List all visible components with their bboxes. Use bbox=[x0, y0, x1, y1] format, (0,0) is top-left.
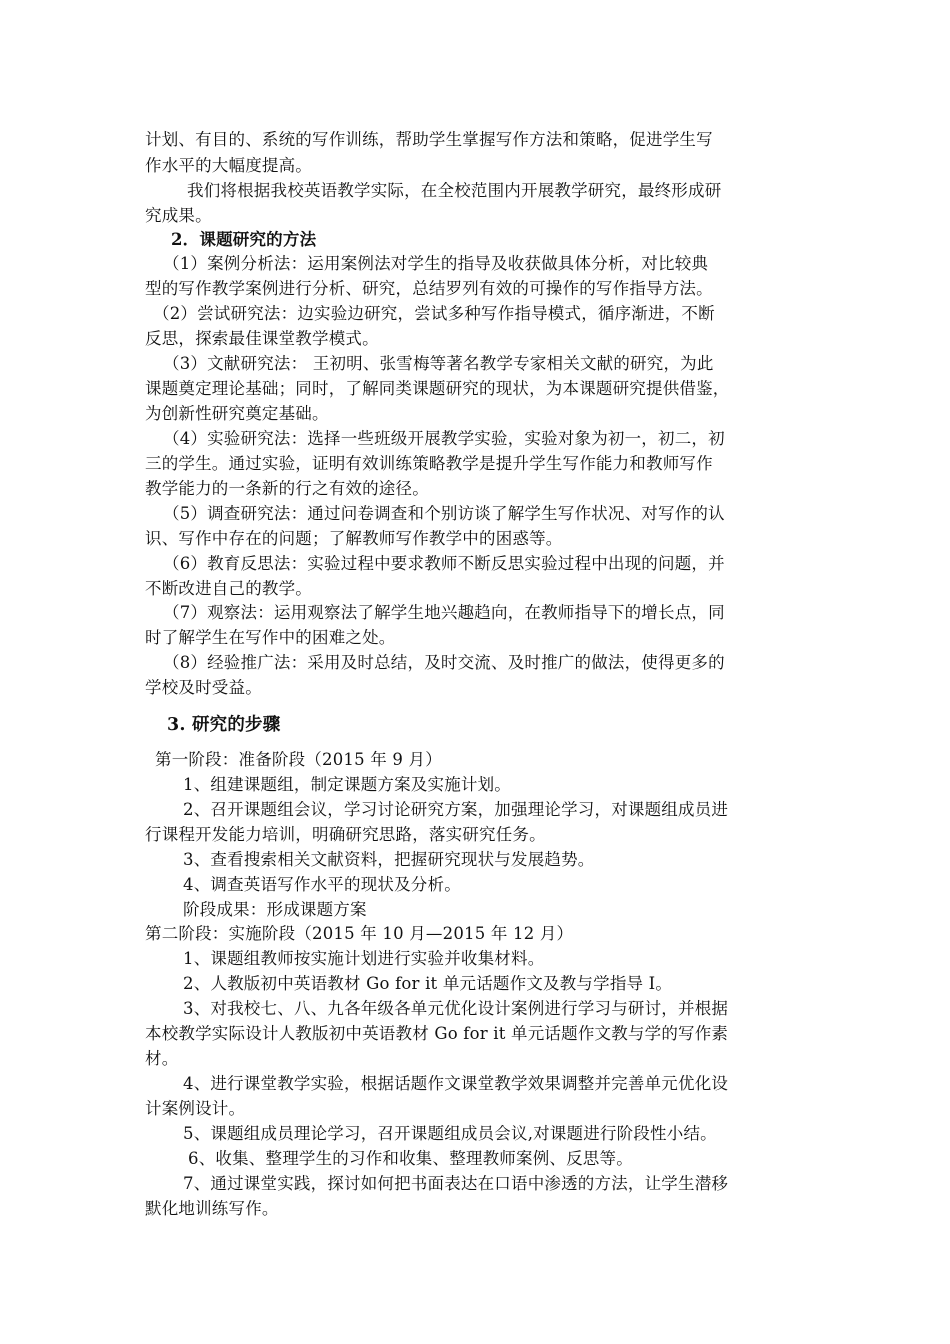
method-item: （1）案例分析法：运用案例法对学生的指导及收获做具体分析，对比较典 bbox=[163, 254, 709, 273]
step-item: 3、查看搜索相关文献资料，把握研究现状与发展趋势。 bbox=[183, 850, 595, 869]
method-item: （3）文献研究法： 王初明、张雪梅等著名教学专家相关文献的研究，为此 bbox=[163, 354, 714, 373]
step-item: 5、课题组成员理论学习，召开课题组成员会议,对课题进行阶段性小结。 bbox=[183, 1124, 717, 1143]
step-item: 4、进行课堂教学实验，根据话题作文课堂教学效果调整并完善单元优化设 bbox=[183, 1074, 729, 1093]
paragraph-line: 学校及时受益。 bbox=[145, 678, 262, 697]
stage-result: 阶段成果：形成课题方案 bbox=[183, 900, 367, 919]
paragraph-line: 时了解学生在写作中的困难之处。 bbox=[145, 628, 396, 647]
paragraph-line: 本校教学实际设计人教版初中英语教材 Go for it 单元话题作文教与学的写作素 bbox=[145, 1024, 729, 1043]
stage-heading: 第一阶段：准备阶段（2015 年 9 月） bbox=[155, 750, 442, 769]
step-item: 3、对我校七、八、九各年级各单元优化设计案例进行学习与研讨，并根据 bbox=[183, 999, 729, 1018]
method-item: （2）尝试研究法：边实验边研究，尝试多种写作指导模式，循序渐进，不断 bbox=[153, 304, 715, 323]
paragraph-line: 默化地训练写作。 bbox=[145, 1199, 279, 1218]
paragraph-line: 我们将根据我校英语教学实际，在全校范围内开展教学研究，最终形成研 bbox=[187, 181, 722, 200]
section-heading: 3. 研究的步骤 bbox=[167, 715, 281, 735]
paragraph-line: 究成果。 bbox=[145, 206, 212, 225]
paragraph-line: 教学能力的一条新的行之有效的途径。 bbox=[145, 479, 429, 498]
paragraph-line: 行课程开发能力培训，明确研究思路，落实研究任务。 bbox=[145, 825, 546, 844]
paragraph-line: 识、写作中存在的问题；了解教师写作教学中的困惑等。 bbox=[145, 529, 563, 548]
method-item: （5）调查研究法：通过问卷调查和个别访谈了解学生写作状况、对写作的认 bbox=[163, 504, 725, 523]
method-item: （8）经验推广法：采用及时总结，及时交流、及时推广的做法，使得更多的 bbox=[163, 653, 725, 672]
stage-heading: 第二阶段：实施阶段（2015 年 10 月—2015 年 12 月） bbox=[145, 924, 574, 943]
step-item: 6、收集、整理学生的习作和收集、整理教师案例、反思等。 bbox=[188, 1149, 633, 1168]
paragraph-line: 计划、有目的、系统的写作训练，帮助学生掌握写作方法和策略，促进学生写 bbox=[145, 130, 713, 149]
paragraph-line: 作水平的大幅度提高。 bbox=[145, 156, 312, 175]
section-heading: 2．课题研究的方法 bbox=[171, 230, 317, 249]
method-item: （7）观察法：运用观察法了解学生地兴趣趋向，在教师指导下的增长点，同 bbox=[163, 603, 725, 622]
step-item: 7、通过课堂实践，探讨如何把书面表达在口语中渗透的方法，让学生潜移 bbox=[183, 1174, 729, 1193]
paragraph-line: 反思，探索最佳课堂教学模式。 bbox=[145, 329, 379, 348]
method-item: （6）教育反思法：实验过程中要求教师不断反思实验过程中出现的问题，并 bbox=[163, 554, 725, 573]
step-item: 1、课题组教师按实施计划进行实验并收集材料。 bbox=[183, 949, 545, 968]
method-item: （4）实验研究法：选择一些班级开展教学实验，实验对象为初一，初二，初 bbox=[163, 429, 725, 448]
paragraph-line: 不断改进自己的教学。 bbox=[145, 579, 312, 598]
step-item: 1、组建课题组，制定课题方案及实施计划。 bbox=[183, 775, 511, 794]
paragraph-line: 材。 bbox=[145, 1049, 179, 1068]
paragraph-line: 课题奠定理论基础；同时，了解同类课题研究的现状，为本课题研究提供借鉴， bbox=[145, 379, 730, 398]
step-item: 2、召开课题组会议，学习讨论研究方案，加强理论学习，对课题组成员进 bbox=[183, 800, 729, 819]
paragraph-line: 为创新性研究奠定基础。 bbox=[145, 404, 329, 423]
paragraph-line: 三的学生。通过实验，证明有效训练策略教学是提升学生写作能力和教师写作 bbox=[145, 454, 713, 473]
paragraph-line: 计案例设计。 bbox=[145, 1099, 246, 1118]
step-item: 4、调查英语写作水平的现状及分析。 bbox=[183, 875, 461, 894]
paragraph-line: 型的写作教学案例进行分析、研究，总结罗列有效的可操作的写作指导方法。 bbox=[145, 279, 713, 298]
step-item: 2、人教版初中英语教材 Go for it 单元话题作文及教与学指导 I。 bbox=[183, 974, 673, 993]
